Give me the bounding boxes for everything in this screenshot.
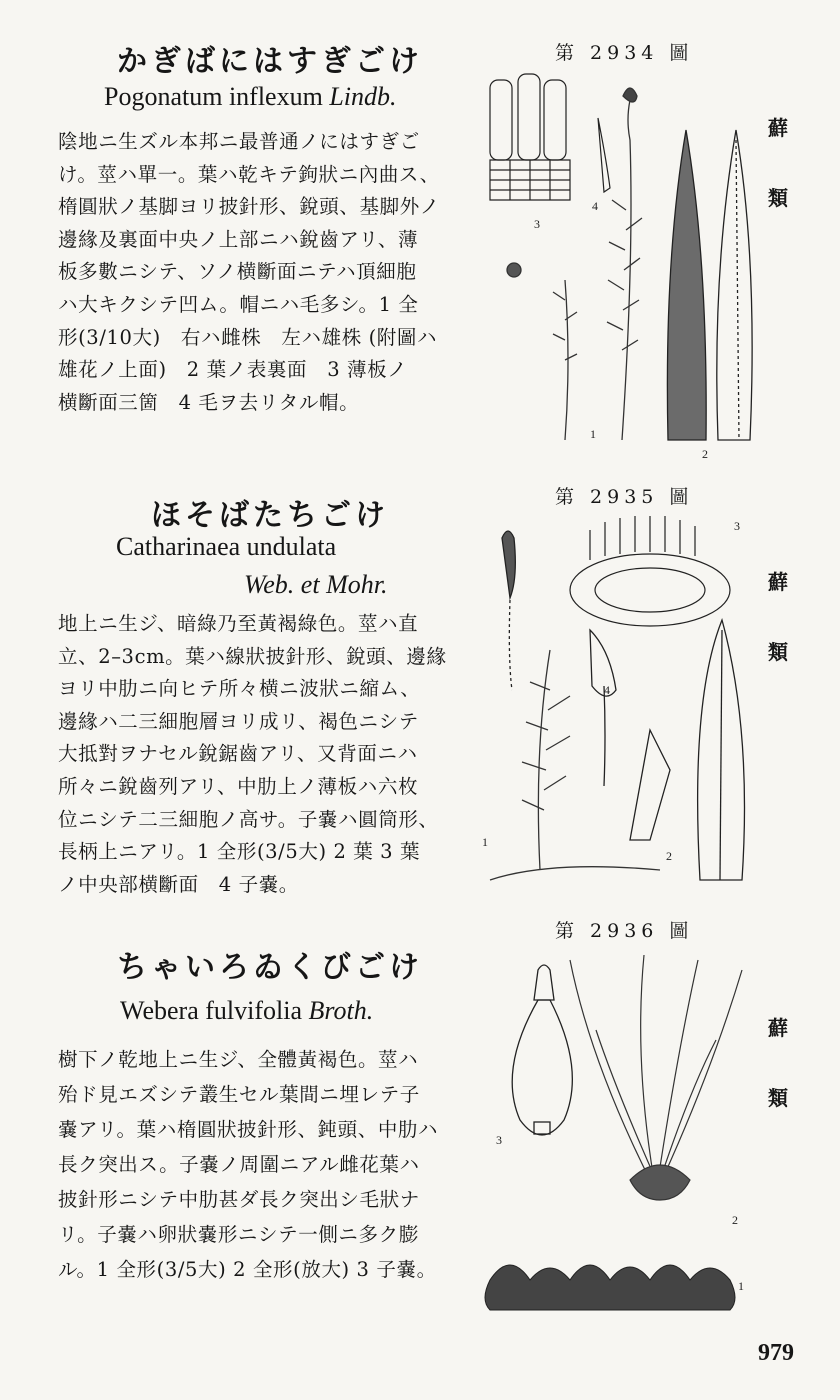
figure-label: 2 [732,1213,738,1227]
description-line: 形(3/10大) 右ハ雌株 左ハ雄株 (附圖ハ [58,325,438,349]
moss-illustration-2936 [480,950,770,1340]
page-number: 979 [758,1340,794,1366]
lamella-cross-section [490,74,570,200]
moss-illustration-2935 [480,510,770,900]
description-line: け。莖ハ單一。葉ハ乾キテ鉤狀ニ內曲ス、 [58,162,440,186]
moss-plant [490,650,660,880]
description-line: ノ中央部横斷面 4 子嚢。 [58,872,299,896]
entry-title: ほそばたちごけ [151,498,389,533]
description-line: 邊緣ハ二三細胞層ヨリ成リ、褐色ニシテ [58,709,419,733]
latin-name [104,82,397,112]
latin-author: Web. et Mohr. [244,570,388,599]
description [58,608,478,901]
latin-genus-species: Webera fulvifolia [120,996,302,1025]
capsule-drawing [502,531,616,786]
description-line: 所々ニ銳齒列アリ、中肋上ノ薄板ハ六枚 [58,774,419,798]
figure-label: 4 [604,683,610,697]
entry-2936 [0,900,840,1340]
description-line: 長柄上ニアリ。1 全形(3/5大) 2 葉 3 葉 [58,840,421,864]
latin-author: Broth. [308,996,374,1025]
category-char: 蘚 [768,116,788,140]
figure-label: 1 [482,835,488,849]
description-line: 大抵對ヲナセル銳鋸齒アリ、又背面ニハ [58,742,418,766]
description-line: リ。子嚢ハ卵狀嚢形ニシテ一側ニ多ク膨 [58,1223,419,1246]
figure-label: 3 [496,1133,502,1147]
description-line: 楕圓狀ノ基脚ヨリ披針形、銳頭、基脚外ノ [58,195,440,219]
category-label [768,92,788,232]
latin-name [120,996,373,1026]
category-char: 蘚 [768,570,788,594]
category-char: 類 [768,186,788,210]
description-line: 披針形ニシテ中肋甚ダ長ク突出シ毛狀ナ [58,1188,420,1211]
description-line: 立、2–3cm。葉ハ線狀披針形、銳頭、邊緣 [58,644,447,668]
figure-label: 3 [734,519,740,533]
leaf-outline [630,620,745,880]
description-line: 地上ニ生ジ、暗綠乃至黃褐綠色。莖ハ直 [58,612,419,635]
category-label [768,992,788,1132]
leaf-outline [667,130,752,440]
category-char: 類 [768,640,788,664]
figure-label: 2 [666,849,672,863]
latin-author: Lindb. [329,82,397,111]
moss-shoot [507,88,642,440]
category-char: 蘚 [768,1016,788,1040]
entry-title: かぎばにはすぎごけ [117,44,423,79]
description-line: 陰地ニ生ズル本邦ニ最普通ノにはすぎご [58,130,420,153]
figure-number: 第 2936 圖 [555,920,694,942]
description-line: 雄花ノ上面) 2 葉ノ表裏面 3 薄板ノ [58,358,408,382]
figure-number: 第 2935 圖 [555,486,694,508]
category-char: 類 [768,1086,788,1110]
latin-genus-species: Pogonatum inflexum [104,82,323,111]
description-line: 位ニシテ二三細胞ノ高サ。子嚢ハ圓筒形、 [58,807,439,831]
entry-title: ちゃいろゐくびごけ [117,950,423,985]
figure-label: 3 [534,217,540,231]
figure-label: 2 [702,447,708,461]
description-line: 樹下ノ乾地上ニ生ジ、全體黃褐色。莖ハ [58,1048,419,1071]
description [58,126,478,419]
description-line: ヨリ中肋ニ向ヒテ所々横ニ波狀ニ縮ム、 [58,677,421,701]
description-line: 邊緣及裏面中央ノ上部ニハ銳齒アリ、薄 [58,227,419,251]
moss-tuft [570,955,742,1200]
latin-genus-species: Catharinaea undulata [116,532,337,561]
figure-label: 1 [590,427,596,441]
description-line: 板多數ニシテ、ソノ横斷面ニテハ頂細胞 [58,260,417,284]
description-line: 嚢アリ。葉ハ楕圓狀披針形、鈍頭、中肋ハ [58,1118,439,1141]
figure-number: 第 2934 圖 [555,42,694,64]
figure-label: 4 [592,199,598,213]
entry-2934 [0,0,840,470]
figure-label: 1 [738,1279,744,1293]
description-line: 横斷面三箇 4 毛ヲ去リタル帽。 [58,390,360,414]
description-line: 殆ド見エズシテ叢生セル葉間ニ埋レテ子 [58,1083,420,1106]
capsule-drawing [512,965,572,1135]
moss-illustration-2934 [480,60,770,470]
leaf-cross-section [570,516,730,626]
description-line: 長ク突出ス。子嚢ノ周圍ニアル雌花葉ハ [58,1153,420,1176]
description [58,1042,478,1287]
entry-2935 [0,470,840,900]
description-line: ハ大キクシテ凹ム。帽ニハ毛多シ。1 全 [58,292,419,316]
category-label [768,546,788,686]
description-line: ル。1 全形(3/5大) 2 全形(放大) 3 子嚢。 [58,1258,437,1281]
calyptra [598,118,610,192]
moss-colony [485,1265,735,1310]
